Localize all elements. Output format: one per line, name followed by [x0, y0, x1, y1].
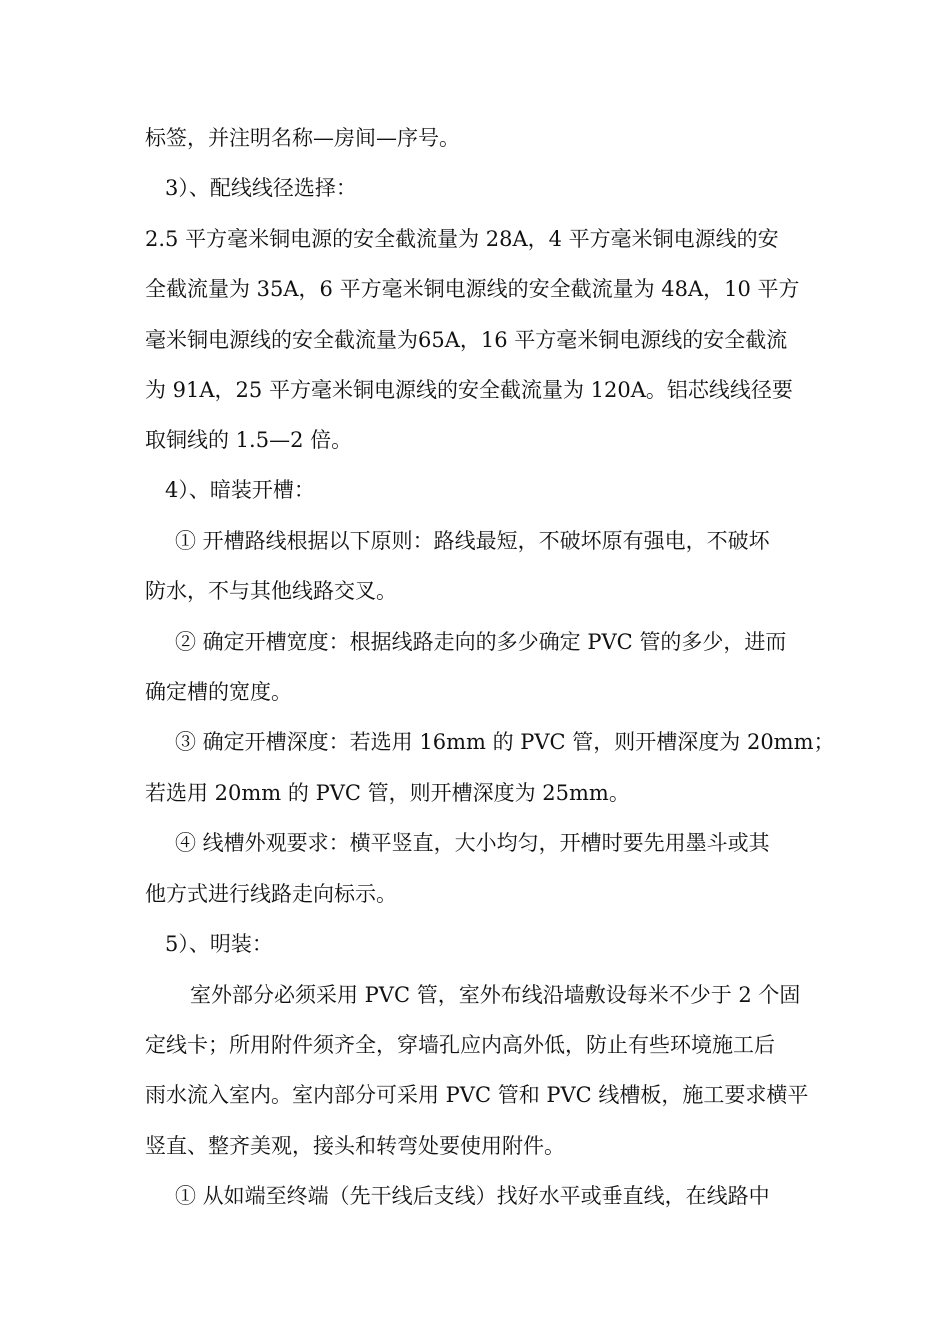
text-line: 定线卡；所用附件须齐全，穿墙孔应内高外低，防止有些环境施工后 — [145, 1033, 775, 1057]
list-item: ① 开槽路线根据以下原则：路线最短，不破坏原有强电，不破坏 — [175, 529, 770, 553]
section-heading: 3）、配线线径选择： — [165, 176, 357, 200]
text-line: 为 91A，25 平方毫米铜电源线的安全截流量为 120A。铝芯线线径要 — [145, 378, 793, 402]
list-item: ② 确定开槽宽度：根据线路走向的多少确定 PVC 管的多少，进而 — [175, 630, 787, 654]
text-line: 取铜线的 1.5—2 倍。 — [145, 428, 353, 452]
text-line: 2.5 平方毫米铜电源的安全截流量为 28A，4 平方毫米铜电源线的安 — [145, 227, 779, 251]
section-heading: 4）、暗装开槽： — [165, 478, 315, 502]
section-heading: 5）、明装： — [165, 932, 273, 956]
text-line: 标签，并注明名称—房间—序号。 — [145, 126, 460, 150]
text-line: 若选用 20mm 的 PVC 管，则开槽深度为 25mm。 — [145, 781, 630, 805]
text-line: 他方式进行线路走向标示。 — [145, 882, 397, 906]
text-line: 防水，不与其他线路交叉。 — [145, 579, 397, 603]
text-line: 全截流量为 35A，6 平方毫米铜电源线的安全截流量为 48A，10 平方 — [145, 277, 800, 301]
list-item: ④ 线槽外观要求：横平竖直，大小均匀，开槽时要先用墨斗或其 — [175, 831, 770, 855]
text-line: 毫米铜电源线的安全截流量为65A，16 平方毫米铜电源线的安全截流 — [145, 328, 788, 352]
text-line: 确定槽的宽度。 — [145, 680, 292, 704]
list-item: ③ 确定开槽深度：若选用 16mm 的 PVC 管，则开槽深度为 20mm； — [175, 730, 835, 754]
text-line: 竖直、整齐美观，接头和转弯处要使用附件。 — [145, 1134, 565, 1158]
text-line: 雨水流入室内。室内部分可采用 PVC 管和 PVC 线槽板，施工要求横平 — [145, 1083, 809, 1107]
paragraph-start: 室外部分必须采用 PVC 管，室外布线沿墙敷设每米不少于 2 个固 — [190, 983, 801, 1007]
list-item: ① 从如端至终端（先干线后支线）找好水平或垂直线，在线路中 — [175, 1184, 770, 1208]
